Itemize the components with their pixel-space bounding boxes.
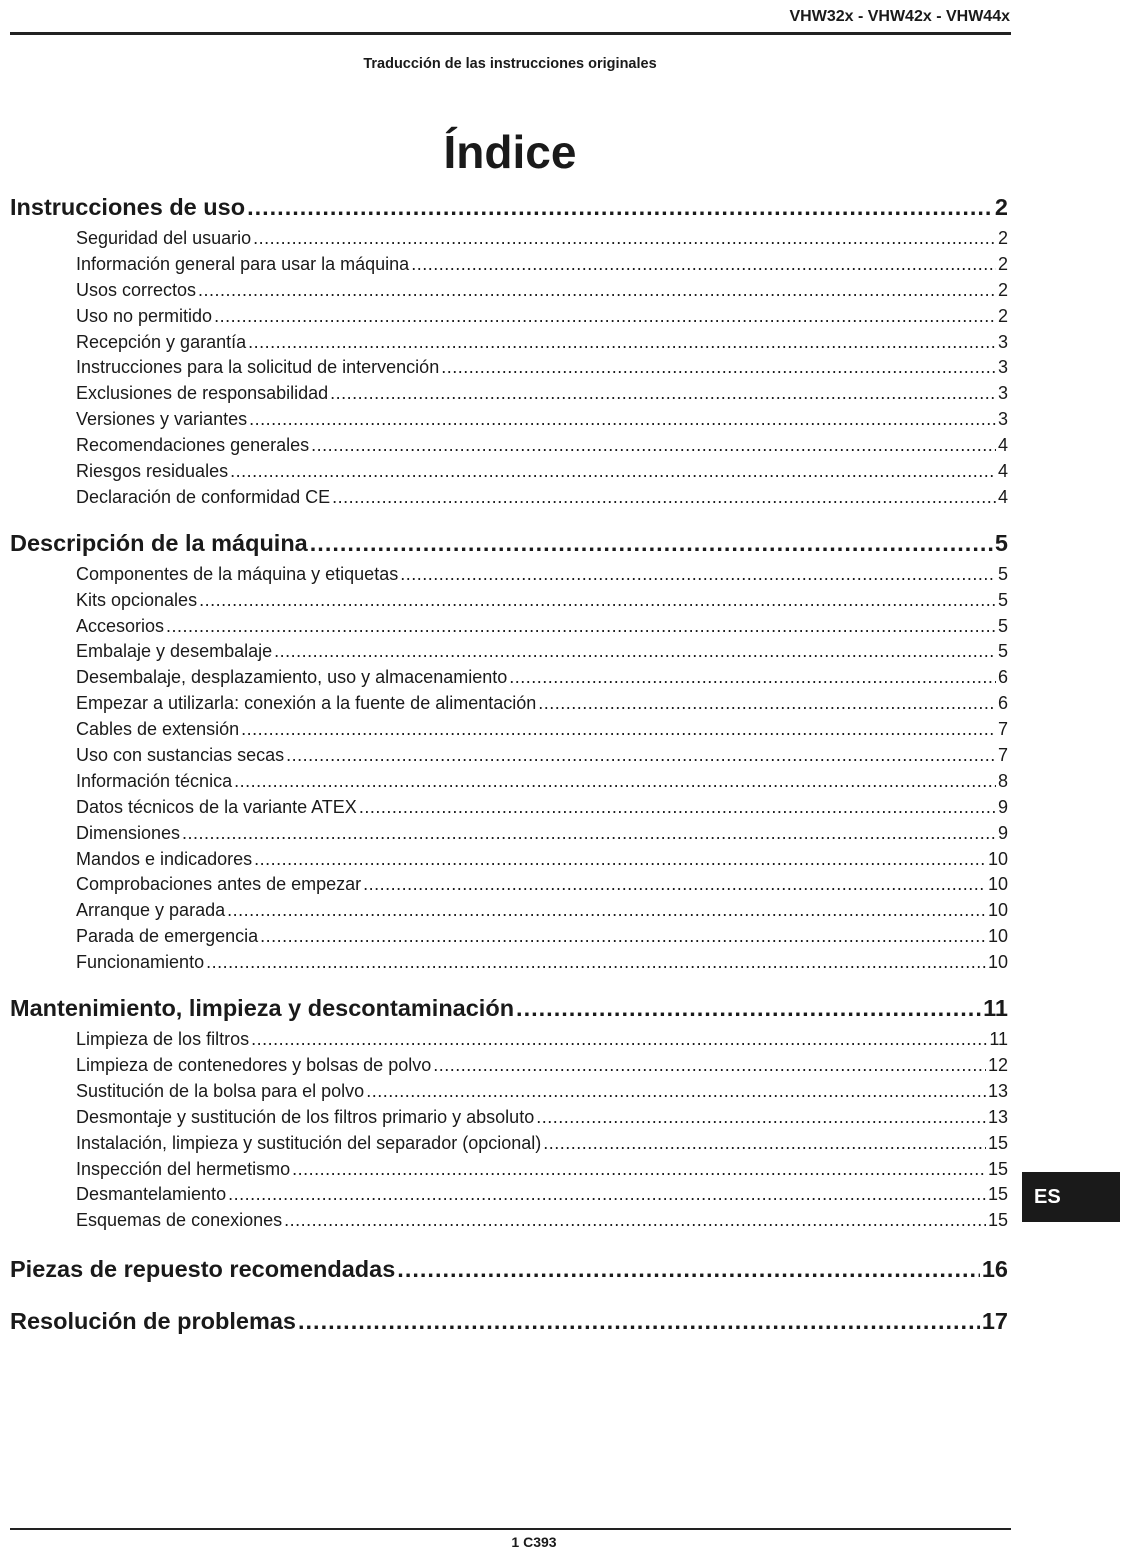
toc-entry-title: Embalaje y desembalaje <box>76 641 273 662</box>
toc-section <box>10 993 1008 1234</box>
toc-subsection-entry[interactable] <box>76 1105 1008 1131</box>
toc-entry-page: 8 <box>997 770 1008 791</box>
toc-entry-title: Desmontaje y sustitución de los filtros primario y absoluto <box>76 1106 535 1127</box>
toc-entry-title: Seguridad del usuario <box>76 228 252 248</box>
table-of-contents <box>10 192 1008 1336</box>
toc-entry-page: 11 <box>983 995 1008 1022</box>
toc-entry-page: 3 <box>997 409 1008 430</box>
toc-entry-title: Kits opcionales <box>76 589 198 610</box>
toc-entry-page: 10 <box>987 952 1008 973</box>
toc-entry-title: Empezar a utilizarla: conexión a la fuente de alimentación <box>76 693 537 714</box>
toc-subsection-entry[interactable] <box>76 433 1008 459</box>
toc-entry-page: 15 <box>987 1158 1008 1179</box>
toc-section <box>10 1306 1008 1336</box>
dot-leader <box>536 1105 986 1131</box>
toc-entry-title: Desembalaje, desplazamiento, uso y almacenamiento <box>76 667 508 688</box>
toc-subsection-entry[interactable] <box>76 252 1008 278</box>
toc-entry-title: Cables de extensión <box>76 719 240 740</box>
dot-leader <box>199 588 996 614</box>
toc-subsection-entry[interactable] <box>76 1208 1008 1234</box>
dot-leader <box>182 821 996 847</box>
toc-entry-title: Mandos e indicadores <box>76 848 253 869</box>
dot-leader <box>543 1131 986 1157</box>
toc-entry-page: 12 <box>987 1054 1008 1075</box>
toc-subsection-entry[interactable] <box>76 485 1008 511</box>
toc-subsection-entry[interactable] <box>76 665 1008 691</box>
dot-leader <box>198 278 996 304</box>
dot-leader <box>228 1182 986 1208</box>
toc-entry-page: 7 <box>997 719 1008 740</box>
dot-leader <box>206 950 986 976</box>
dot-leader <box>249 407 996 433</box>
dot-leader <box>441 355 996 381</box>
dot-leader <box>286 743 996 769</box>
dot-leader <box>330 381 996 407</box>
toc-section-heading[interactable] <box>10 1306 1008 1336</box>
toc-entry-title: Recepción y garantía <box>76 331 247 352</box>
toc-subsection-entry[interactable] <box>76 588 1008 614</box>
toc-entry-page: 10 <box>987 900 1008 921</box>
toc-subsection-entry[interactable] <box>76 278 1008 304</box>
toc-entry-page: 15 <box>987 1132 1008 1153</box>
toc-entry-page: 16 <box>981 1256 1008 1283</box>
dot-leader <box>366 1079 986 1105</box>
toc-entry-page: 2 <box>994 194 1008 220</box>
toc-section-heading[interactable] <box>10 1254 1008 1284</box>
dot-leader <box>363 872 986 898</box>
dot-leader <box>248 330 996 356</box>
toc-subsection-entry[interactable] <box>76 950 1008 976</box>
dot-leader <box>247 192 993 222</box>
dot-leader <box>241 717 996 743</box>
toc-subsection-entry[interactable] <box>76 1157 1008 1183</box>
toc-entry-page: 6 <box>997 693 1008 714</box>
toc-entry-title: Limpieza de contenedores y bolsas de polvo <box>76 1054 432 1075</box>
toc-entry-page: 7 <box>997 745 1008 766</box>
language-tab: ES <box>1022 1172 1120 1222</box>
toc-subsection-list <box>10 1027 1008 1234</box>
toc-entry-page: 17 <box>981 1308 1008 1335</box>
toc-entry-title: Uso con sustancias secas <box>76 745 285 766</box>
toc-entry-title: Usos correctos <box>76 279 197 300</box>
page-title: Índice <box>443 126 577 178</box>
toc-entry-title: Resolución de problemas <box>10 1308 296 1335</box>
dot-leader <box>400 562 996 588</box>
toc-subsection-entry[interactable] <box>76 898 1008 924</box>
toc-subsection-entry[interactable] <box>76 1027 1008 1053</box>
toc-subsection-entry[interactable] <box>76 769 1008 795</box>
dot-leader <box>397 1254 980 1284</box>
dot-leader <box>332 485 996 511</box>
toc-entry-page: 3 <box>997 357 1008 378</box>
toc-entry-page: 13 <box>987 1106 1008 1127</box>
toc-subsection-entry[interactable] <box>76 407 1008 433</box>
toc-entry-page: 5 <box>994 529 1008 556</box>
toc-subsection-entry[interactable] <box>76 872 1008 898</box>
toc-subsection-entry[interactable] <box>76 924 1008 950</box>
toc-section <box>10 1254 1008 1284</box>
toc-entry-title: Uso no permitido <box>76 305 213 326</box>
toc-entry-page: 4 <box>997 461 1008 482</box>
toc-entry-title: Descripción de la máquina <box>10 529 308 556</box>
dot-leader <box>260 924 986 950</box>
toc-entry-page: 2 <box>997 253 1008 274</box>
toc-entry-title: Mantenimiento, limpieza y descontaminación <box>10 995 515 1022</box>
toc-entry-title: Instrucciones de uso <box>10 194 246 220</box>
header-rule <box>10 32 1011 35</box>
toc-entry-page: 11 <box>989 1029 1008 1050</box>
dot-leader <box>292 1157 986 1183</box>
toc-entry-page: 10 <box>987 874 1008 895</box>
dot-leader <box>359 795 996 821</box>
dot-leader <box>227 898 986 924</box>
toc-subsection-entry[interactable] <box>76 743 1008 769</box>
toc-entry-page: 5 <box>997 589 1008 610</box>
dot-leader <box>538 691 996 717</box>
toc-subsection-entry[interactable] <box>76 355 1008 381</box>
toc-entry-page: 10 <box>987 848 1008 869</box>
toc-entry-title: Dimensiones <box>76 822 181 843</box>
toc-subsection-entry[interactable] <box>76 1182 1008 1208</box>
dot-leader <box>516 993 981 1023</box>
toc-entry-page: 4 <box>997 486 1008 507</box>
toc-subsection-entry[interactable] <box>76 639 1008 665</box>
toc-entry-title: Declaración de conformidad CE <box>76 486 331 507</box>
toc-entry-title: Inspección del hermetismo <box>76 1158 291 1179</box>
toc-section-heading[interactable] <box>10 993 1008 1023</box>
dot-leader <box>234 769 996 795</box>
toc-entry-title: Instrucciones para la solicitud de intervención <box>76 357 440 378</box>
toc-entry-title: Recomendaciones generales <box>76 435 310 456</box>
toc-entry-page: 4 <box>997 435 1008 456</box>
toc-entry-page: 5 <box>997 563 1008 584</box>
toc-entry-title: Piezas de repuesto recomendadas <box>10 1256 396 1283</box>
toc-entry-title: Información general para usar la máquina <box>76 253 410 274</box>
toc-section-heading[interactable] <box>10 192 1008 222</box>
footer-code: 1 C393 <box>511 1534 557 1550</box>
dot-leader <box>251 1027 987 1053</box>
toc-entry-title: Instalación, limpieza y sustitución del separador (opcional) <box>76 1132 542 1153</box>
dot-leader <box>310 528 993 558</box>
footer-rule <box>10 1528 1011 1530</box>
toc-subsection-entry[interactable] <box>76 330 1008 356</box>
toc-entry-page: 9 <box>997 822 1008 843</box>
toc-entry-title: Versiones y variantes <box>76 409 248 430</box>
toc-entry-page: 13 <box>987 1080 1008 1101</box>
dot-leader <box>311 433 996 459</box>
toc-entry-page: 5 <box>997 641 1008 662</box>
toc-subsection-entry[interactable] <box>76 1053 1008 1079</box>
toc-entry-title: Sustitución de la bolsa para el polvo <box>76 1080 365 1101</box>
dot-leader <box>298 1306 980 1336</box>
toc-entry-title: Parada de emergencia <box>76 926 259 947</box>
toc-entry-title: Componentes de la máquina y etiquetas <box>76 563 399 584</box>
toc-entry-page: 3 <box>997 331 1008 352</box>
toc-subsection-entry[interactable] <box>76 821 1008 847</box>
document-subtitle: Traducción de las instrucciones originales <box>363 56 657 72</box>
toc-section-heading[interactable] <box>10 528 1008 558</box>
toc-entry-title: Arranque y parada <box>76 900 226 921</box>
toc-entry-page: 15 <box>987 1184 1008 1205</box>
toc-subsection-list <box>10 226 1008 511</box>
toc-section <box>10 192 1008 511</box>
dot-leader <box>509 665 996 691</box>
header-model-list: VHW32x - VHW42x - VHW44x <box>789 8 1010 25</box>
dot-leader <box>274 639 996 665</box>
toc-subsection-entry[interactable] <box>76 226 1008 252</box>
toc-subsection-entry[interactable] <box>76 691 1008 717</box>
toc-entry-page: 15 <box>987 1210 1008 1231</box>
dot-leader <box>284 1208 986 1234</box>
toc-entry-title: Información técnica <box>76 770 233 791</box>
toc-subsection-entry[interactable] <box>76 1079 1008 1105</box>
toc-subsection-entry[interactable] <box>76 614 1008 640</box>
toc-subsection-list <box>10 562 1008 976</box>
toc-entry-page: 10 <box>987 926 1008 947</box>
dot-leader <box>214 304 996 330</box>
toc-entry-title: Accesorios <box>76 615 165 636</box>
toc-entry-page: 3 <box>997 383 1008 404</box>
toc-subsection-entry[interactable] <box>76 562 1008 588</box>
dot-leader <box>166 614 996 640</box>
toc-subsection-entry[interactable] <box>76 304 1008 330</box>
toc-subsection-entry[interactable] <box>76 795 1008 821</box>
toc-subsection-entry[interactable] <box>76 847 1008 873</box>
toc-subsection-entry[interactable] <box>76 1131 1008 1157</box>
toc-entry-title: Funcionamiento <box>76 952 205 973</box>
toc-entry-title: Comprobaciones antes de empezar <box>76 874 362 895</box>
toc-entry-page: 9 <box>997 796 1008 817</box>
toc-entry-page: 2 <box>997 228 1008 248</box>
toc-entry-page: 5 <box>997 615 1008 636</box>
dot-leader <box>253 226 996 252</box>
toc-entry-page: 6 <box>997 667 1008 688</box>
toc-entry-title: Datos técnicos de la variante ATEX <box>76 796 357 817</box>
toc-entry-title: Riesgos residuales <box>76 461 229 482</box>
toc-entry-page: 2 <box>997 305 1008 326</box>
toc-entry-title: Esquemas de conexiones <box>76 1210 283 1231</box>
dot-leader <box>254 847 986 873</box>
dot-leader <box>411 252 996 278</box>
toc-entry-title: Exclusiones de responsabilidad <box>76 383 329 404</box>
toc-entry-page: 2 <box>997 279 1008 300</box>
toc-subsection-entry[interactable] <box>76 381 1008 407</box>
toc-entry-title: Limpieza de los filtros <box>76 1029 250 1050</box>
toc-subsection-entry[interactable] <box>76 717 1008 743</box>
dot-leader <box>433 1053 986 1079</box>
toc-section <box>10 528 1008 976</box>
toc-subsection-entry[interactable] <box>76 459 1008 485</box>
dot-leader <box>230 459 996 485</box>
toc-entry-title: Desmantelamiento <box>76 1184 227 1205</box>
